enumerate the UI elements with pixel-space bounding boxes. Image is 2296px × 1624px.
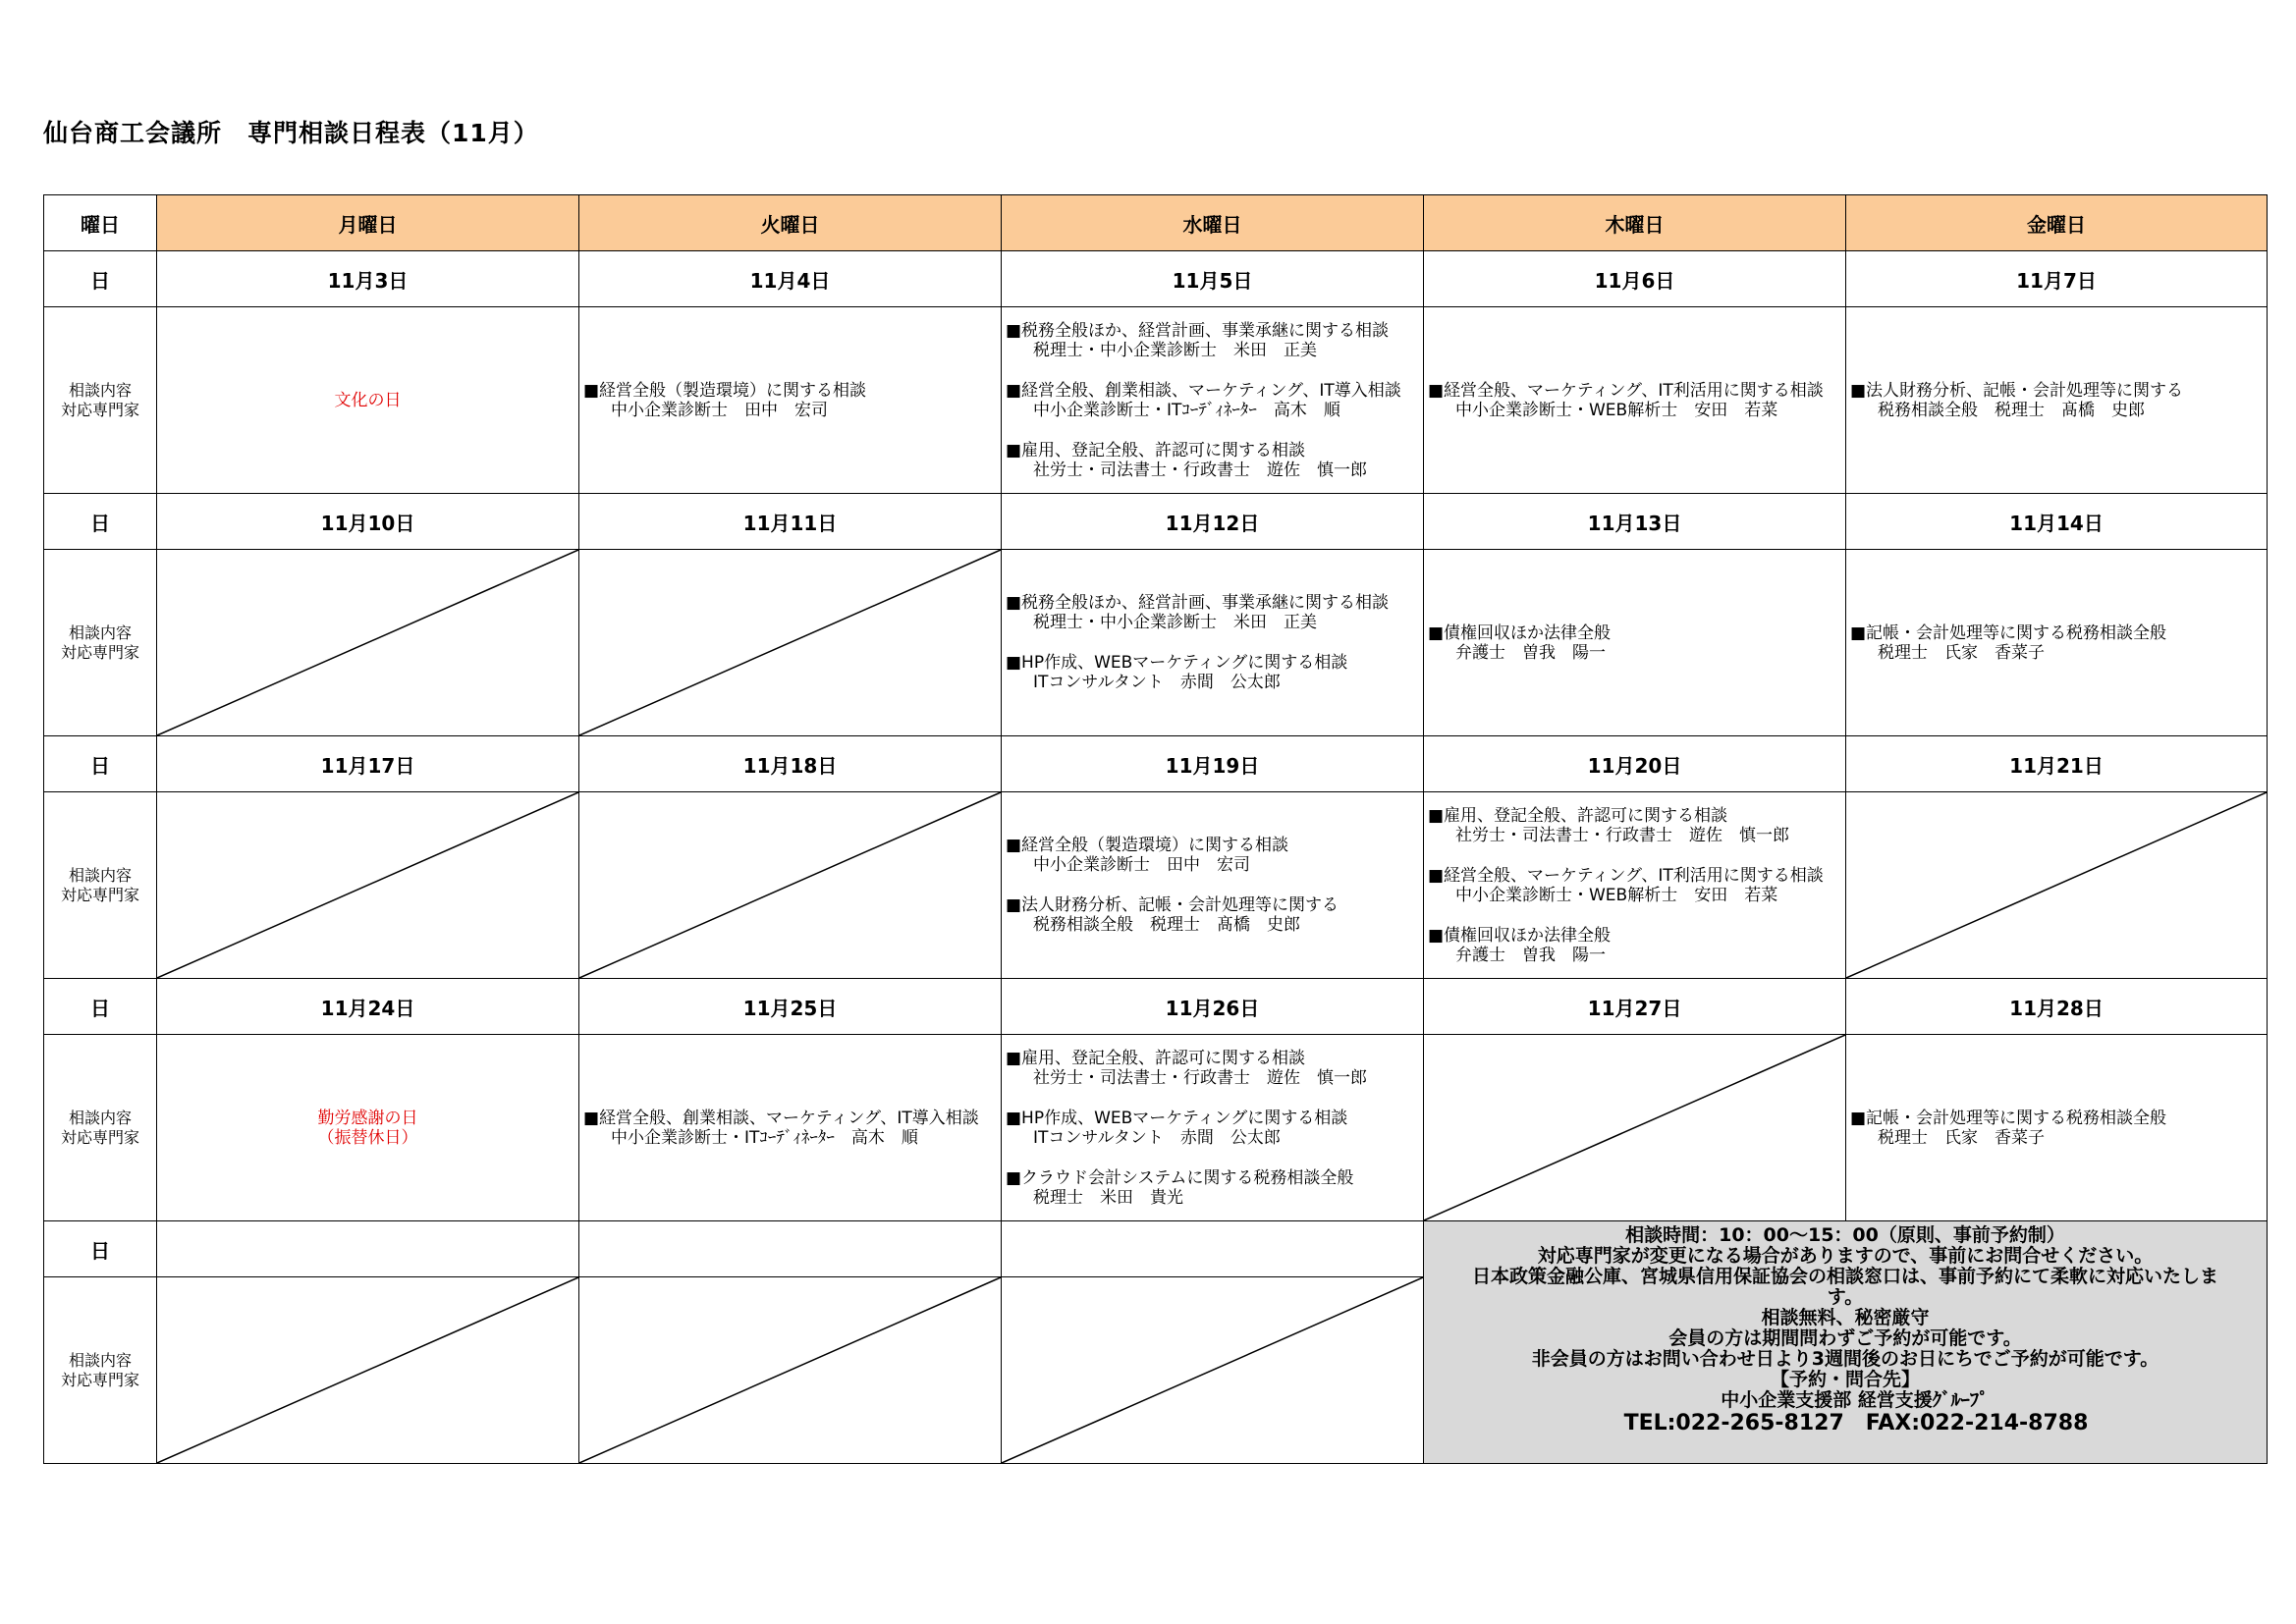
holiday-label <box>157 1109 578 1148</box>
consultation-entry <box>1428 926 1841 965</box>
consultation-entry <box>1006 1109 1419 1148</box>
consult-cell-thursday <box>1424 1035 1846 1221</box>
consultation-topic: ■経営全般、マーケティング、IT利活用に関する相談 <box>1428 865 1824 886</box>
content-row <box>44 550 2268 736</box>
consult-cell-thursday <box>1424 550 1846 736</box>
diagonal-slash <box>157 1277 578 1463</box>
date-cell-monday: 11月17日 <box>157 736 579 792</box>
consult-cell-thursday <box>1424 307 1846 494</box>
consultation-entry <box>1850 623 2263 663</box>
holiday-line: 文化の日 <box>334 390 402 410</box>
date-row <box>44 1221 2268 1277</box>
consultation-expert: 税務相談全般 税理士 髙橋 史郎 <box>1878 400 2145 420</box>
content-row <box>44 307 2268 494</box>
consult-cell-wednesday <box>1002 1035 1424 1221</box>
consultation-entry <box>1006 895 1419 935</box>
consultation-expert: 税理士・中小企業診断士 米田 正美 <box>1033 613 1317 632</box>
notes-line: す。 <box>1827 1286 1864 1308</box>
consult-cell-monday <box>157 1035 579 1221</box>
consultation-entry <box>1006 1049 1419 1088</box>
content-row <box>44 1035 2268 1221</box>
notes-line: 非会員の方はお問い合わせ日より3週間後のお日にちでご予約が可能です。 <box>1531 1348 2159 1370</box>
date-row <box>44 736 2268 792</box>
label-line: 対応専門家 <box>60 400 139 419</box>
date-cell-tuesday: 11月4日 <box>579 251 1002 307</box>
header-tuesday: 火曜日 <box>579 195 1002 251</box>
label-line: 対応専門家 <box>60 642 139 662</box>
date-row <box>44 251 2268 307</box>
consultation-topic: ■HP作成、WEBマーケティングに関する相談 <box>1006 1108 1348 1128</box>
date-cell-tuesday: 11月18日 <box>579 736 1002 792</box>
notes-line: 相談時間：10：00～15：00（原則、事前予約制） <box>1625 1224 2065 1246</box>
consultation-expert: 税理士・中小企業診断士 米田 正美 <box>1033 340 1317 360</box>
label-line: 相談内容 <box>68 865 132 885</box>
consultation-expert: 税理士 氏家 香菜子 <box>1878 642 2045 663</box>
consultation-entry <box>1850 1109 2263 1148</box>
consultation-expert: 税理士 氏家 香菜子 <box>1878 1127 2045 1148</box>
consultation-topic: ■記帳・会計処理等に関する税務相談全般 <box>1850 1108 2167 1128</box>
date-cell-thursday: 11月20日 <box>1424 736 1846 792</box>
consultation-entry <box>1006 653 1419 692</box>
consultation-topic: ■債権回収ほか法律全般 <box>1428 925 1612 946</box>
page-title: 仙台商工会議所 専門相談日程表（11月） <box>43 119 539 147</box>
consult-cell-monday <box>157 550 579 736</box>
consult-cell-friday <box>1846 1035 2268 1221</box>
consultation-topic: ■経営全般（製造環境）に関する相談 <box>1006 836 1289 855</box>
consultation-entry <box>1006 441 1419 480</box>
label-line: 相談内容 <box>68 380 132 400</box>
date-cell-wednesday: 11月12日 <box>1002 494 1424 550</box>
date-cell-monday: 11月24日 <box>157 979 579 1035</box>
consultation-topic: ■雇用、登記全般、許認可に関する相談 <box>1006 440 1306 460</box>
consultation-topic: ■法人財務分析、記帳・会計処理等に関する <box>1006 895 1339 915</box>
schedule-table <box>43 194 2268 1464</box>
consult-cell-monday <box>157 307 579 494</box>
header-wednesday: 水曜日 <box>1002 195 1424 251</box>
consultation-topic: ■雇用、登記全般、許認可に関する相談 <box>1428 805 1728 826</box>
diagonal-slash <box>1002 1277 1423 1463</box>
date-cell-thursday: 11月27日 <box>1424 979 1846 1035</box>
label-line: 相談内容 <box>68 1108 132 1127</box>
consultation-topic: ■経営全般、創業相談、マーケティング、IT導入相談 <box>1006 380 1401 401</box>
consult-cell-wednesday <box>1002 307 1424 494</box>
date-row <box>44 494 2268 550</box>
consult-cell-tuesday <box>579 1035 1002 1221</box>
consult-cell-wednesday <box>1002 792 1424 979</box>
header-monday: 月曜日 <box>157 195 579 251</box>
row-label-date: 日 <box>44 494 157 550</box>
date-cell-monday: 11月10日 <box>157 494 579 550</box>
consultation-expert: 中小企業診断士 田中 宏司 <box>1033 855 1250 875</box>
consultation-topic: ■税務全般ほか、経営計画、事業承継に関する相談 <box>1006 320 1390 341</box>
consult-cell-friday <box>1846 792 2268 979</box>
consultation-expert: ITコンサルタント 赤間 公太郎 <box>1033 673 1281 692</box>
consultation-entry <box>1006 381 1419 420</box>
consult-cell-tuesday <box>579 792 1002 979</box>
consultation-entry <box>583 1109 997 1148</box>
consultation-expert: 弁護士 曽我 陽一 <box>1455 642 1606 663</box>
consult-cell-friday <box>1846 550 2268 736</box>
header-friday: 金曜日 <box>1846 195 2268 251</box>
consultation-entry <box>1428 381 1841 420</box>
holiday-label <box>157 391 578 410</box>
diagonal-slash <box>579 550 1001 735</box>
contact-phone-fax: TEL:022-265-8127 FAX:022-214-8788 <box>1602 1411 2089 1435</box>
row-label-content <box>44 792 157 979</box>
consultation-topic: ■法人財務分析、記帳・会計処理等に関する <box>1850 380 2184 401</box>
consultation-entry <box>1006 1168 1419 1208</box>
date-cell-wednesday-blank <box>1002 1221 1424 1277</box>
notes-line: 日本政策金融公庫、宮城県信用保証協会の相談窓口は、事前予約にて柔軟に対応いたしま <box>1471 1266 2218 1287</box>
label-line: 対応専門家 <box>60 1127 139 1147</box>
consultation-expert: 社労士・司法書士・行政書士 遊佐 慎一郎 <box>1455 825 1789 845</box>
consultation-topic: ■経営全般（製造環境）に関する相談 <box>583 380 867 401</box>
consultation-entry <box>1428 866 1841 905</box>
date-cell-tuesday: 11月25日 <box>579 979 1002 1035</box>
consultation-expert: 中小企業診断士・WEB解析士 安田 若菜 <box>1455 885 1778 905</box>
notes-panel <box>1424 1221 2268 1464</box>
date-cell-monday-blank <box>157 1221 579 1277</box>
consultation-topic: ■経営全般、マーケティング、IT利活用に関する相談 <box>1428 380 1824 401</box>
consultation-entry <box>1428 623 1841 663</box>
consult-cell-tuesday-blank <box>579 1277 1002 1464</box>
consultation-entry <box>1006 321 1419 360</box>
date-cell-tuesday: 11月11日 <box>579 494 1002 550</box>
header-corner: 曜日 <box>44 195 157 251</box>
date-row <box>44 979 2268 1035</box>
diagonal-slash <box>157 550 578 735</box>
consult-cell-wednesday <box>1002 550 1424 736</box>
consultation-topic: ■記帳・会計処理等に関する税務相談全般 <box>1850 623 2167 643</box>
consultation-topic: ■雇用、登記全般、許認可に関する相談 <box>1006 1048 1306 1068</box>
consultation-expert: 社労士・司法書士・行政書士 遊佐 慎一郎 <box>1033 460 1367 480</box>
row-label-content <box>44 307 157 494</box>
row-label-content <box>44 1277 157 1464</box>
diagonal-slash <box>1424 1035 1845 1220</box>
header-row <box>44 195 2268 251</box>
consultation-topic: ■クラウド会計システムに関する税務相談全般 <box>1006 1167 1354 1188</box>
row-label-date: 日 <box>44 736 157 792</box>
consult-cell-thursday <box>1424 792 1846 979</box>
date-cell-friday: 11月14日 <box>1846 494 2268 550</box>
consultation-expert: 弁護士 曽我 陽一 <box>1455 945 1606 965</box>
date-cell-wednesday: 11月19日 <box>1002 736 1424 792</box>
consult-cell-tuesday <box>579 307 1002 494</box>
notes-line: 中小企業支援部 経営支援ｸﾞﾙｰﾌﾟ <box>1702 1389 1989 1411</box>
consultation-entry <box>1006 836 1419 875</box>
date-cell-friday: 11月28日 <box>1846 979 2268 1035</box>
date-cell-thursday: 11月6日 <box>1424 251 1846 307</box>
date-cell-friday: 11月7日 <box>1846 251 2268 307</box>
consultation-expert: 中小企業診断士 田中 宏司 <box>611 400 828 420</box>
label-line: 相談内容 <box>68 1350 132 1370</box>
label-line: 対応専門家 <box>60 885 139 904</box>
notes-line: 会員の方は期間問わずご予約が可能です。 <box>1668 1327 2022 1349</box>
label-line: 対応専門家 <box>60 1370 139 1389</box>
date-cell-wednesday: 11月26日 <box>1002 979 1424 1035</box>
notes-line: 相談無料、秘密厳守 <box>1761 1307 1930 1328</box>
consult-cell-wednesday-blank <box>1002 1277 1424 1464</box>
consult-cell-tuesday <box>579 550 1002 736</box>
consultation-entry <box>1850 381 2263 420</box>
consult-cell-monday <box>157 792 579 979</box>
row-label-date: 日 <box>44 251 157 307</box>
consultation-expert: ITコンサルタント 赤間 公太郎 <box>1033 1127 1281 1148</box>
date-cell-thursday: 11月13日 <box>1424 494 1846 550</box>
consultation-expert: 中小企業診断士・ITｺｰﾃﾞｨﾈｰﾀｰ 高木 順 <box>1033 400 1340 420</box>
consultation-topic: ■HP作成、WEBマーケティングに関する相談 <box>1006 653 1348 673</box>
consultation-expert: 税務相談全般 税理士 髙橋 史郎 <box>1033 915 1300 935</box>
diagonal-slash <box>1846 792 2267 978</box>
holiday-line: （振替休日） <box>317 1127 418 1148</box>
consultation-entry <box>1428 806 1841 845</box>
date-cell-friday: 11月21日 <box>1846 736 2268 792</box>
consultation-entry <box>583 381 997 420</box>
row-label-date: 日 <box>44 979 157 1035</box>
date-cell-monday: 11月3日 <box>157 251 579 307</box>
diagonal-slash <box>579 792 1001 978</box>
diagonal-slash <box>579 1277 1001 1463</box>
consultation-expert: 税理士 米田 貴光 <box>1033 1187 1183 1208</box>
header-thursday: 木曜日 <box>1424 195 1846 251</box>
consultation-topic: ■債権回収ほか法律全般 <box>1428 623 1612 643</box>
consult-cell-friday <box>1846 307 2268 494</box>
notes-line: 【予約・問合先】 <box>1770 1369 1920 1390</box>
consultation-entry <box>1006 593 1419 632</box>
date-cell-wednesday: 11月5日 <box>1002 251 1424 307</box>
holiday-line: 勤労感謝の日 <box>317 1108 418 1128</box>
consultation-topic: ■経営全般、創業相談、マーケティング、IT導入相談 <box>583 1108 979 1128</box>
notes-line: 対応専門家が変更になる場合がありますので、事前にお問合せください。 <box>1537 1245 2154 1267</box>
row-label-content <box>44 550 157 736</box>
consultation-expert: 中小企業診断士・ITｺｰﾃﾞｨﾈｰﾀｰ 高木 順 <box>611 1127 918 1148</box>
diagonal-slash <box>157 792 578 978</box>
row-label-content <box>44 1035 157 1221</box>
consultation-expert: 中小企業診断士・WEB解析士 安田 若菜 <box>1455 400 1778 420</box>
row-label-date: 日 <box>44 1221 157 1277</box>
date-cell-tuesday-blank <box>579 1221 1002 1277</box>
consult-cell-monday-blank <box>157 1277 579 1464</box>
consultation-expert: 社労士・司法書士・行政書士 遊佐 慎一郎 <box>1033 1067 1367 1088</box>
consultation-topic: ■税務全般ほか、経営計画、事業承継に関する相談 <box>1006 593 1390 613</box>
label-line: 相談内容 <box>68 623 132 642</box>
content-row <box>44 792 2268 979</box>
